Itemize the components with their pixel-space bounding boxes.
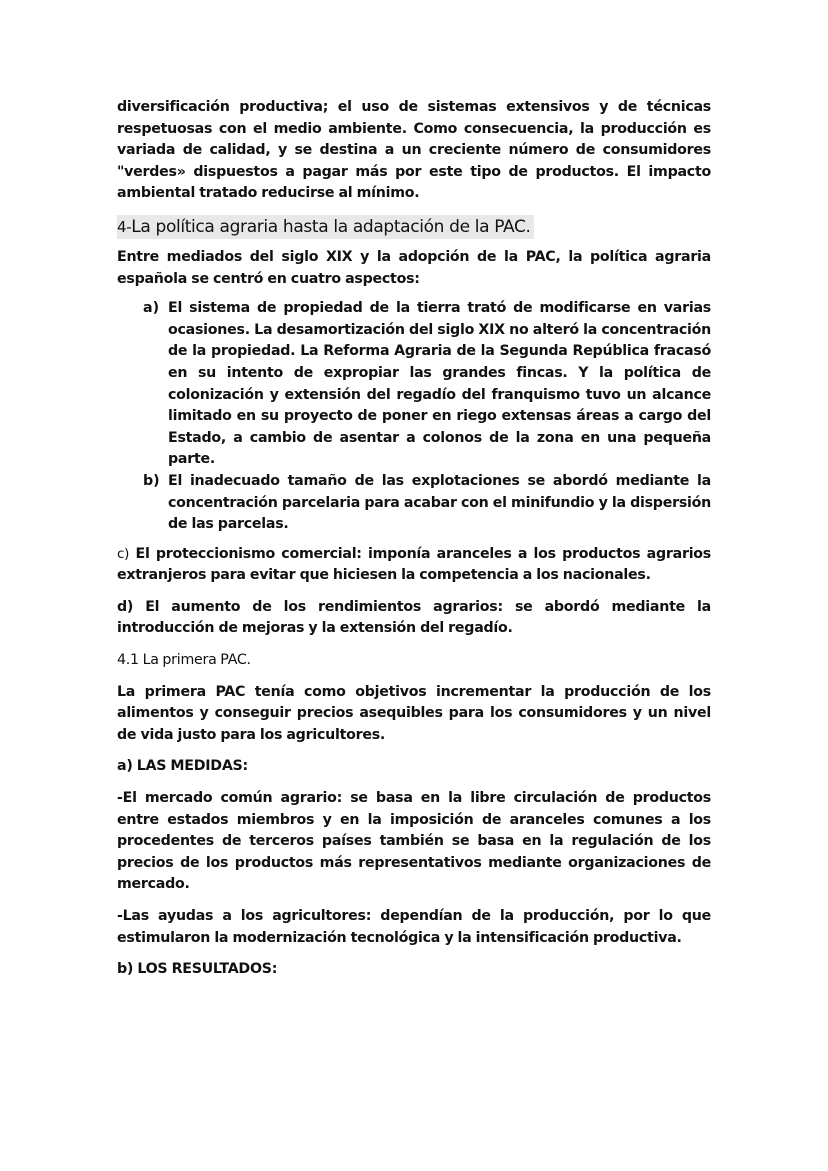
aspect-item-b xyxy=(117,471,711,536)
section-heading-number: 4- xyxy=(117,217,132,236)
subsection-title: 4.1 La primera PAC. xyxy=(117,652,251,669)
aspect-item-a xyxy=(117,298,711,471)
intro-paragraph: diversificación productiva; el uso de sistemas extensivos y de técnicas respetuosas con el medio ambiente. Como consecuencia, la producción es variada de calidad, y se destina a un creciente número de consumidores "verdes» dispuestos a pagar más por este tipo de productos. El impacto ambiental tratado reducirse al mínimo. xyxy=(117,99,711,202)
aspect-text-c: El proteccionismo comercial: imponía aranceles a los productos agrarios extranjeros para evitar que hiciesen la competencia a los nacionales. xyxy=(117,545,711,584)
subsection-intro: La primera PAC tenía como objetivos incrementar la producción de los alimentos y conseguir precios asequibles para los consumidores y un nivel de vida justo para los agricultores. xyxy=(117,683,711,743)
aspect-text-a: El sistema de propiedad de la tierra trató de modificarse en varias ocasiones. La desamortización del siglo XIX no alteró la concentración de la propiedad. La Reforma Agraria de la Segunda República fracasó en su intento de expropiar las grandes fincas. Y la política de colonización y extensión del regadío del franquismo tuvo un alcance limitado en su proyecto de poner en riego extensas áreas a cargo del Estado, a cambio de asentar a colonos de la zona en una pequeña parte. xyxy=(168,300,711,468)
aspect-marker-c: c) xyxy=(117,545,130,562)
measure-market-paragraph: -El mercado común agrario: se basa en la libre circulación de productos entre estados miembros y en la imposición de aranceles comunes a los procedentes de terceros países también se basa en la regulación de los precios de los productos más representativos mediante organizaciones de mercado. xyxy=(117,790,711,893)
document-page xyxy=(117,97,711,991)
aspect-c-paragraph xyxy=(117,544,711,587)
aspect-d-paragraph: d) El aumento de los rendimientos agrarios: se abordó mediante la introducción de mejoras y la extensión del regadío. xyxy=(117,598,711,637)
section-heading xyxy=(117,215,534,239)
results-title: b) LOS RESULTADOS: xyxy=(117,961,278,978)
section-intro: Entre mediados del siglo XIX y la adopción de la PAC, la política agraria española se centró en cuatro aspectos: xyxy=(117,248,711,287)
measure-aid-paragraph: -Las ayudas a los agricultores: dependían de la producción, por lo que estimularon la modernización tecnológica y la intensificación productiva. xyxy=(117,908,711,946)
aspect-text-b: El inadecuado tamaño de las explotaciones se abordó mediante la concentración parcelaria para acabar con el minifundio y la dispersión de las parcelas. xyxy=(168,472,711,533)
aspect-marker-b: b) xyxy=(143,472,160,489)
section-heading-title: La política agraria hasta la adaptación de la PAC. xyxy=(131,216,531,237)
aspects-list xyxy=(117,298,711,536)
aspect-marker-a: a) xyxy=(143,300,160,317)
measures-title: a) LAS MEDIDAS: xyxy=(117,758,248,775)
